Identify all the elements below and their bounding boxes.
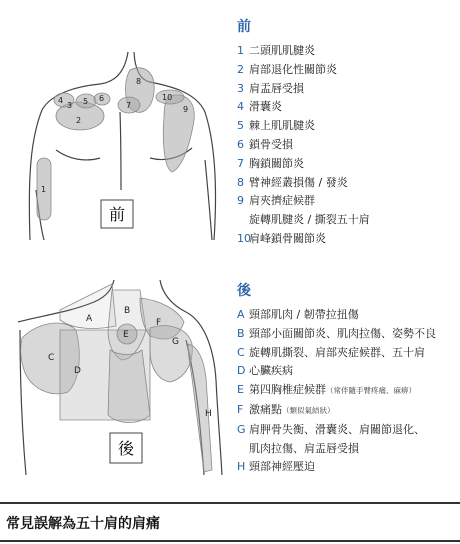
front-legend bbox=[237, 42, 370, 249]
back-label-B: B bbox=[124, 306, 131, 316]
front-label-1: 1 bbox=[41, 185, 47, 194]
legend-key: A bbox=[237, 308, 245, 321]
front-body-label: 前 bbox=[108, 205, 126, 224]
legend-text-block bbox=[249, 362, 293, 381]
legend-key: 3 bbox=[237, 81, 244, 95]
legend-key: 4 bbox=[237, 100, 244, 114]
legend-text-block bbox=[249, 230, 326, 249]
front-label-9: 9 bbox=[183, 105, 189, 114]
legend-item bbox=[237, 421, 436, 459]
legend-key: H bbox=[237, 460, 246, 474]
legend-item bbox=[237, 381, 436, 401]
legend-item bbox=[237, 344, 436, 363]
legend-key: 10 bbox=[237, 231, 251, 245]
front-label-2: 2 bbox=[76, 116, 82, 125]
legend-text: 第四胸椎症候群 bbox=[249, 383, 326, 397]
back-zone-G bbox=[150, 326, 192, 382]
legend-text: 肩盂唇受損 bbox=[249, 81, 304, 95]
front-label-7: 7 bbox=[126, 101, 132, 110]
legend-item bbox=[237, 61, 370, 80]
legend-item bbox=[237, 401, 436, 421]
front-label-4: 4 bbox=[58, 96, 64, 105]
legend-text: 心臟疾病 bbox=[249, 364, 293, 378]
back-label-H: H bbox=[205, 409, 212, 419]
legend-text: 二頭肌肌腱炎 bbox=[249, 44, 315, 57]
legend-key: F bbox=[237, 402, 244, 416]
front-label-6: 6 bbox=[99, 94, 105, 103]
legend-text-block bbox=[249, 344, 425, 363]
figure-caption: 常見誤解為五十肩的肩痛 bbox=[6, 516, 160, 532]
legend-item bbox=[237, 155, 370, 174]
back-label-A: A bbox=[86, 314, 93, 324]
legend-key: E bbox=[237, 383, 244, 397]
legend-text: 頸部神經壓迫 bbox=[249, 460, 315, 474]
front-pain-zones bbox=[37, 68, 194, 220]
front-label-10: 10 bbox=[162, 93, 173, 102]
legend-text: 滑囊炎 bbox=[249, 100, 282, 114]
legend-text: 棘上肌肌腱炎 bbox=[249, 119, 315, 133]
legend-text-block bbox=[249, 325, 436, 344]
legend-item bbox=[237, 42, 370, 61]
legend-item bbox=[237, 117, 370, 136]
back-label-E: E bbox=[123, 330, 129, 340]
back-legend-title: 後 bbox=[237, 283, 251, 299]
legend-key: D bbox=[237, 364, 246, 378]
back-label-G: G bbox=[172, 337, 179, 347]
caption-rule bbox=[0, 540, 460, 542]
legend-key: 8 bbox=[237, 175, 244, 189]
legend-text-block bbox=[249, 458, 315, 477]
legend-item bbox=[237, 80, 370, 99]
back-zone-H bbox=[188, 344, 212, 472]
legend-text-block bbox=[249, 136, 293, 155]
legend-text-line2: 肌肉拉傷、肩盂唇受損 bbox=[249, 441, 359, 455]
legend-key: 6 bbox=[237, 137, 244, 151]
legend-key: G bbox=[237, 422, 246, 436]
legend-item bbox=[237, 458, 436, 477]
front-label-3: 3 bbox=[67, 101, 73, 110]
legend-key: 7 bbox=[237, 156, 244, 170]
legend-item bbox=[237, 325, 436, 344]
front-zone-9 bbox=[163, 95, 194, 172]
legend-item bbox=[237, 230, 370, 249]
legend-text-block bbox=[249, 174, 348, 193]
legend-item bbox=[237, 136, 370, 155]
legend-text: 肩峰鎖骨關節炎 bbox=[249, 231, 326, 245]
legend-item bbox=[237, 98, 370, 117]
front-legend-title: 前 bbox=[237, 19, 251, 35]
legend-key: C bbox=[237, 345, 245, 359]
legend-text-block bbox=[249, 306, 359, 325]
legend-text: 鎖骨受損 bbox=[249, 137, 293, 151]
legend-item bbox=[237, 306, 436, 325]
legend-text: 肩部退化性關節炎 bbox=[249, 62, 337, 76]
legend-text-line2: 旋轉肌腱炎 / 撕裂五十肩 bbox=[249, 213, 370, 227]
legend-text-block bbox=[249, 80, 304, 99]
legend-note: （常伴隨手臂疼痛、麻痹） bbox=[326, 386, 416, 396]
legend-text-block bbox=[249, 98, 282, 117]
legend-key: 9 bbox=[237, 194, 244, 208]
front-label-8: 8 bbox=[136, 77, 142, 86]
back-label-D: D bbox=[74, 366, 81, 376]
legend-text-block bbox=[249, 421, 425, 459]
back-body-label: 後 bbox=[117, 439, 135, 458]
legend-text: 頸部小面關節炎、肌肉拉傷、姿勢不良 bbox=[249, 326, 436, 340]
legend-text: 旋轉肌撕裂、肩部夾症候群、五十肩 bbox=[249, 345, 425, 359]
legend-text-block bbox=[249, 42, 315, 61]
legend-item bbox=[237, 362, 436, 381]
legend-text: 胸鎖關節炎 bbox=[249, 156, 304, 170]
legend-text-block bbox=[249, 192, 370, 230]
legend-text-block bbox=[249, 381, 416, 401]
legend-text-block bbox=[249, 155, 304, 174]
front-label-5: 5 bbox=[83, 97, 89, 106]
legend-text-block bbox=[249, 401, 335, 421]
legend-text: 肩夾擠症候群 bbox=[249, 194, 315, 208]
legend-item bbox=[237, 192, 370, 230]
legend-text: 頸部肌肉 / 韌帶拉扭傷 bbox=[249, 308, 359, 321]
back-label-F: F bbox=[156, 318, 162, 328]
legend-item bbox=[237, 174, 370, 193]
back-label-C: C bbox=[48, 353, 55, 363]
frame-bottom-rule bbox=[0, 502, 460, 504]
legend-text: 激痛點 bbox=[249, 402, 282, 416]
back-legend bbox=[237, 306, 436, 477]
legend-key: 2 bbox=[237, 62, 244, 76]
legend-key: 5 bbox=[237, 119, 244, 133]
legend-key: 1 bbox=[237, 44, 244, 57]
legend-text: 肩胛骨失衡、滑囊炎、肩關節退化、 bbox=[249, 422, 425, 436]
legend-text: 臂神經叢損傷 / 發炎 bbox=[249, 175, 348, 189]
back-zone-E bbox=[108, 350, 150, 423]
legend-key: B bbox=[237, 326, 245, 340]
legend-text-block bbox=[249, 61, 337, 80]
legend-note: （類似氣結狀） bbox=[282, 405, 335, 415]
legend-text-block bbox=[249, 117, 315, 136]
